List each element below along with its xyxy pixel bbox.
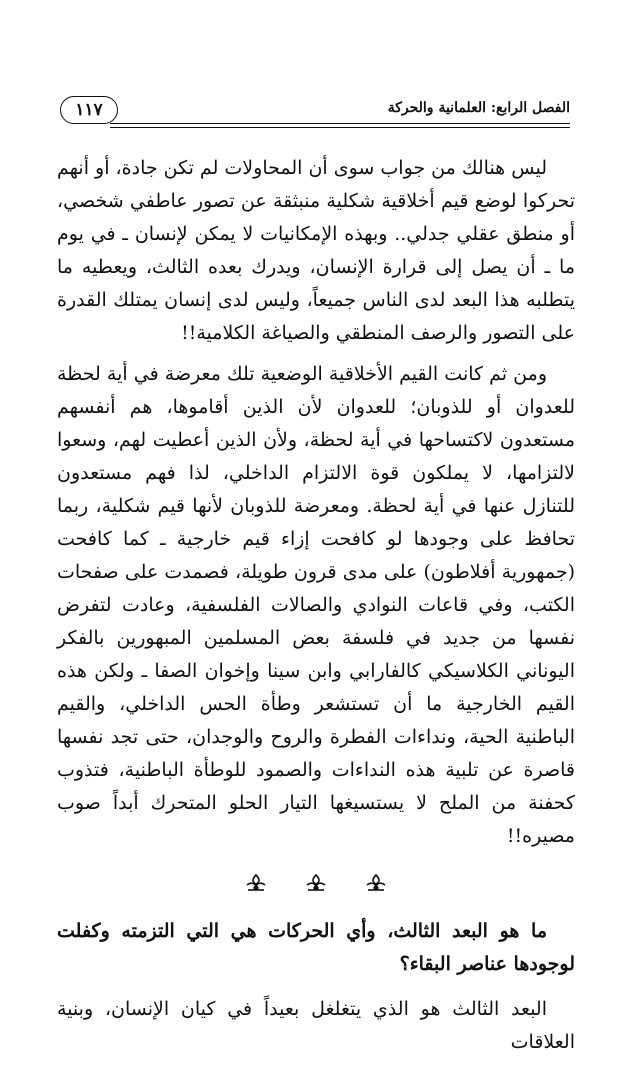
section-question: ما هو البعد الثالث، وأي الحركات هي التي التزمته وكفلت لوجودها عناصر البقاء؟ [57, 920, 575, 975]
paragraph: البعد الثالث هو الذي يتغلغل بعيداً في كيان الإنسان، وبنية العلاقات [57, 998, 575, 1053]
chapter-title: الفصل الرابع: العلمانية والحركة [387, 100, 570, 116]
floral-ornament-icon [244, 873, 268, 893]
header-rule [110, 123, 570, 124]
floral-ornament-icon [364, 873, 388, 893]
header-rule [110, 127, 570, 128]
section-divider [57, 863, 575, 903]
floral-ornament-icon [304, 873, 328, 893]
page-number: ١١٧ [60, 96, 118, 124]
page-header [60, 92, 570, 132]
page-body [57, 152, 575, 1059]
paragraph: ليس هنالك من جواب سوى أن المحاولات لم تكن جادة، أو أنهم تحركوا لوضع قيم أخلاقية شكلية منبثقة عن تصور عاطفي شخصي، أو منطق عقلي جدلي.. وبهذه الإمكانيات لا يمكن لإنسان ـ في يوم ما ـ أن يصل إلى قرارة الإنسان، ويدرك بعده الثالث، ويعطيه ما يتطلبه هذا البعد لدى الناس جميعاً، وليس لدى إنسان يمتلك القدرة على التصور والرصف المنطقي والصياغة الكلامية!! [57, 157, 575, 344]
paragraph: ومن ثم كانت القيم الأخلاقية الوضعية تلك معرضة في أية لحظة للعدوان أو للذوبان؛ للعدوان لأن الذين أقاموها، هم أنفسهم مستعدون لاكتساحها في أية لحظة، ولأن الذين أعطيت لهم، وسعوا لالتزامها، لا يملكون قوة الالتزام الداخلي، لذا فهم مستعدون للتنازل عنها في أية لحظة. ومعرضة للذوبان لأنها قيم شكلية، ربما تحافظ على وجودها لو كافحت إزاء قيم خارجية ـ كما كافحت (جمهورية أفلاطون) على مدى قرون طويلة، فصمدت على صفحات الكتب، وفي قاعات النوادي والصالات الفلسفية، وعادت لتفرض نفسها من جديد في فلسفة بعض المسلمين المبهورين بالفكر اليوناني الكلاسيكي كالفارابي وابن سينا وإخوان الصفا ـ ولكن هذه القيم الخارجية ما أن تستشعر وطأة الحس الداخلي، والقيم الباطنية الحية، ونداءات الفطرة والروح والوجدان، حتى تجد نفسها قاصرة عن تلبية هذه النداءات والصمود للوطأة الباطنية، فتذوب كحفنة من الملح لا يستسيغها التيار الحلو المتحرك أبداً صوب مصيره!! [57, 363, 575, 847]
